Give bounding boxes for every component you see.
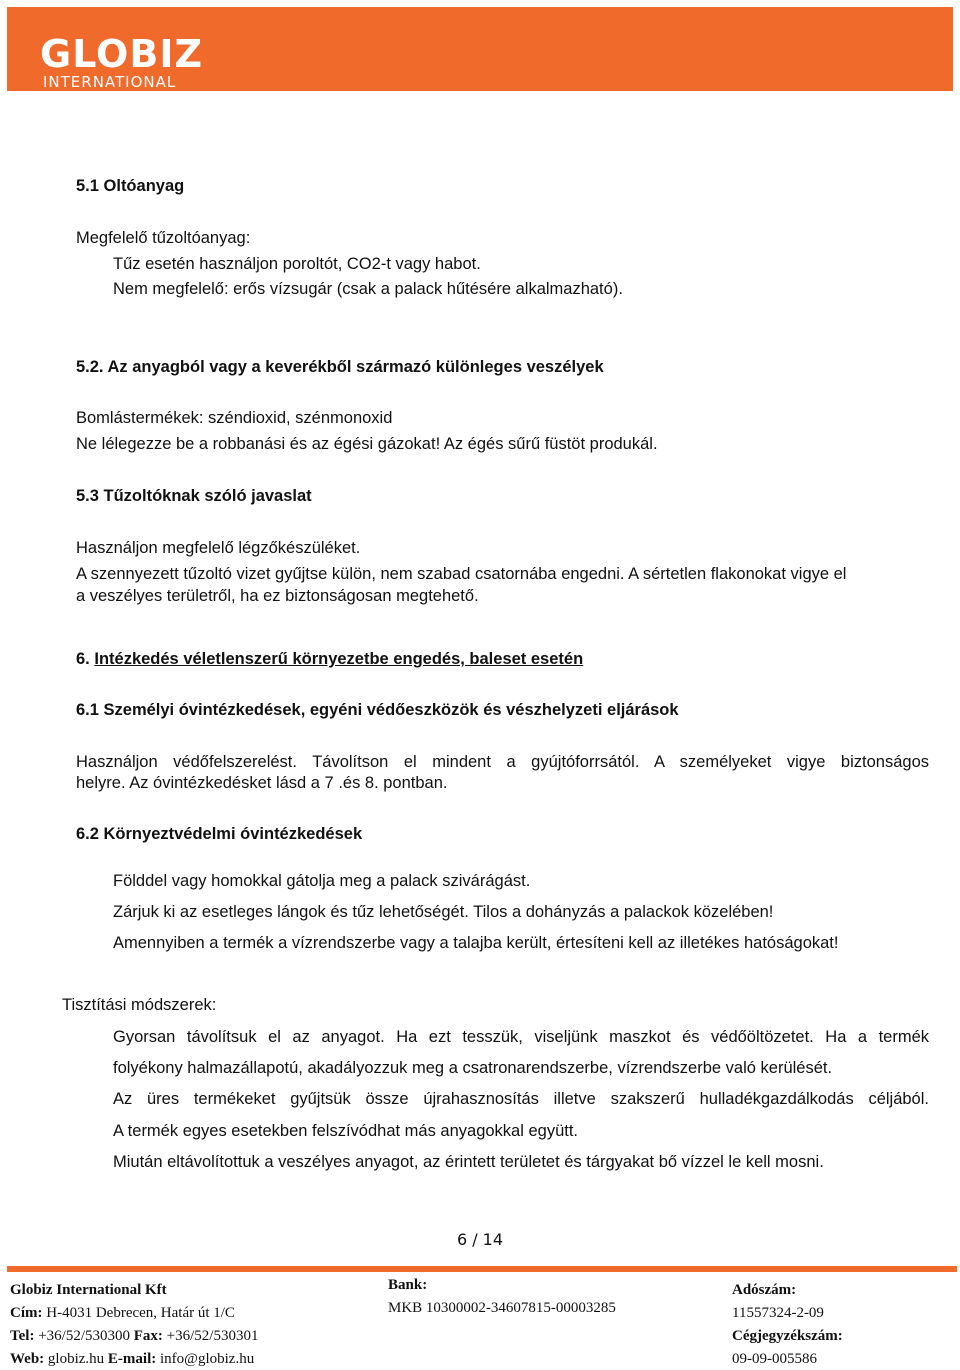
section-5-2-line-1: Bomlástermékek: széndioxid, szénmonoxid bbox=[76, 409, 393, 427]
cleaning-line-2: folyékony halmazállapotú, akadályozzuk meg a csatronarendszerbe, vízrendszerbe való kerülését. bbox=[113, 1059, 833, 1077]
footer-registry-value: 09-09-005586 bbox=[732, 1351, 817, 1367]
footer-web-label: Web: bbox=[10, 1351, 45, 1367]
page-number: 6 / 14 bbox=[456, 1230, 504, 1249]
section-6-heading-text: Intézkedés véletlenszerű környezetbe engedés, baleset esetén bbox=[94, 650, 584, 668]
footer-fax-value: +36/52/530301 bbox=[162, 1328, 259, 1344]
header-banner bbox=[7, 7, 953, 91]
footer-address-label: Cím: bbox=[10, 1305, 43, 1321]
footer-address bbox=[10, 1304, 235, 1322]
footer-web-link[interactable]: globiz.hu bbox=[44, 1351, 108, 1367]
section-6-2-heading: 6.2 Környeztvédelmi óvintézkedések bbox=[76, 825, 363, 843]
section-5-3-line-1: Használjon megfelelő légzőkészüléket. bbox=[76, 539, 361, 557]
footer-address-value: H-4031 Debrecen, Határ út 1/C bbox=[42, 1305, 235, 1321]
section-6-1-heading: 6.1 Személyi óvintézkedések, egyéni védőeszközök és vészhelyzeti eljárások bbox=[76, 701, 679, 719]
section-6-2-line-3: Amennyiben a termék a vízrendszerbe vagy a talajba került, értesíteni kell az illetékes hatóságokat! bbox=[113, 934, 839, 952]
section-5-1-line-1: Tűz esetén használjon poroltót, CO2-t vagy habot. bbox=[113, 255, 481, 273]
section-5-1-heading: 5.1 Oltóanyag bbox=[76, 177, 185, 195]
footer-divider bbox=[7, 1266, 957, 1272]
company-logo-subtitle: INTERNATIONAL bbox=[43, 73, 177, 91]
section-6-number: 6. bbox=[76, 650, 90, 668]
footer-tax-value: 11557324-2-09 bbox=[732, 1305, 824, 1321]
section-5-3-heading: 5.3 Tűzoltóknak szóló javaslat bbox=[76, 487, 312, 505]
cleaning-line-5: Miután eltávolítottuk a veszélyes anyagot, az érintett területet és tárgyakat bő vízzel le kell mosni. bbox=[113, 1153, 824, 1171]
footer-tel-label: Tel: bbox=[10, 1328, 35, 1344]
cleaning-line-1: Gyorsan távolítsuk el az anyagot. Ha ezt tesszük, viseljünk maszkot és védőöltözetet. Ha a termék bbox=[113, 1028, 929, 1046]
footer-tel-value: +36/52/530300 bbox=[34, 1328, 134, 1344]
section-5-3-line-2: A szennyezett tűzoltó vizet gyűjtse külön, nem szabad csatornába engedni. A sértetlen flakonokat vigye el bbox=[76, 565, 847, 583]
section-6-heading bbox=[76, 649, 583, 669]
section-6-2-line-2: Zárjuk ki az esetleges lángok és tűz lehetőségét. Tilos a dohányzás a palackok közelében! bbox=[113, 903, 774, 921]
section-6-2-line-1: Földdel vagy homokkal gátolja meg a palack szivárágást. bbox=[113, 872, 531, 890]
cleaning-line-4: A termék egyes esetekben felszívódhat más anyagokkal együtt. bbox=[113, 1122, 579, 1140]
section-5-2-line-2: Ne lélegezze be a robbanási és az égési gázokat! Az égés sűrű füstöt produkál. bbox=[76, 435, 658, 453]
footer-email-label: E-mail: bbox=[107, 1351, 157, 1367]
footer-email-link[interactable]: info@globiz.hu bbox=[156, 1351, 255, 1367]
footer-registry-label: Cégjegyzékszám: bbox=[732, 1328, 843, 1344]
footer-company: Globiz International Kft bbox=[10, 1282, 167, 1298]
section-5-1-line-2: Nem megfelelő: erős vízsugár (csak a palack hűtésére alkalmazható). bbox=[113, 280, 623, 298]
section-6-1-line-2: helyre. Az óvintézkedésket lásd a 7 .és 8. pontban. bbox=[76, 774, 448, 792]
footer-fax-label: Fax: bbox=[133, 1328, 163, 1344]
section-5-2-heading: 5.2. Az anyagból vagy a keverékből származó különleges veszélyek bbox=[76, 358, 604, 376]
section-5-1-label: Megfelelő tűzoltóanyag: bbox=[76, 229, 251, 247]
footer-bank-label: Bank: bbox=[388, 1277, 428, 1293]
footer-tax-label: Adószám: bbox=[732, 1282, 797, 1298]
footer-bank-value: MKB 10300002-34607815-00003285 bbox=[388, 1300, 616, 1316]
footer-phone bbox=[10, 1327, 258, 1345]
cleaning-line-3: Az üres termékeket gyűjtsük össze újrahasznosítás illetve szakszerű hulladékgazdálkodás céljából. bbox=[113, 1090, 929, 1108]
cleaning-label: Tisztítási módszerek: bbox=[62, 996, 217, 1014]
section-5-3-line-3: a veszélyes területről, ha ez biztonságosan megtehető. bbox=[76, 587, 479, 605]
section-6-1-line-1: Használjon védőfelszerelést. Távolítson el mindent a gyújtóforrsától. A személyeket vigye biztonságos bbox=[76, 753, 929, 771]
company-logo: GLOBIZ bbox=[40, 32, 204, 76]
footer-web bbox=[10, 1350, 254, 1368]
